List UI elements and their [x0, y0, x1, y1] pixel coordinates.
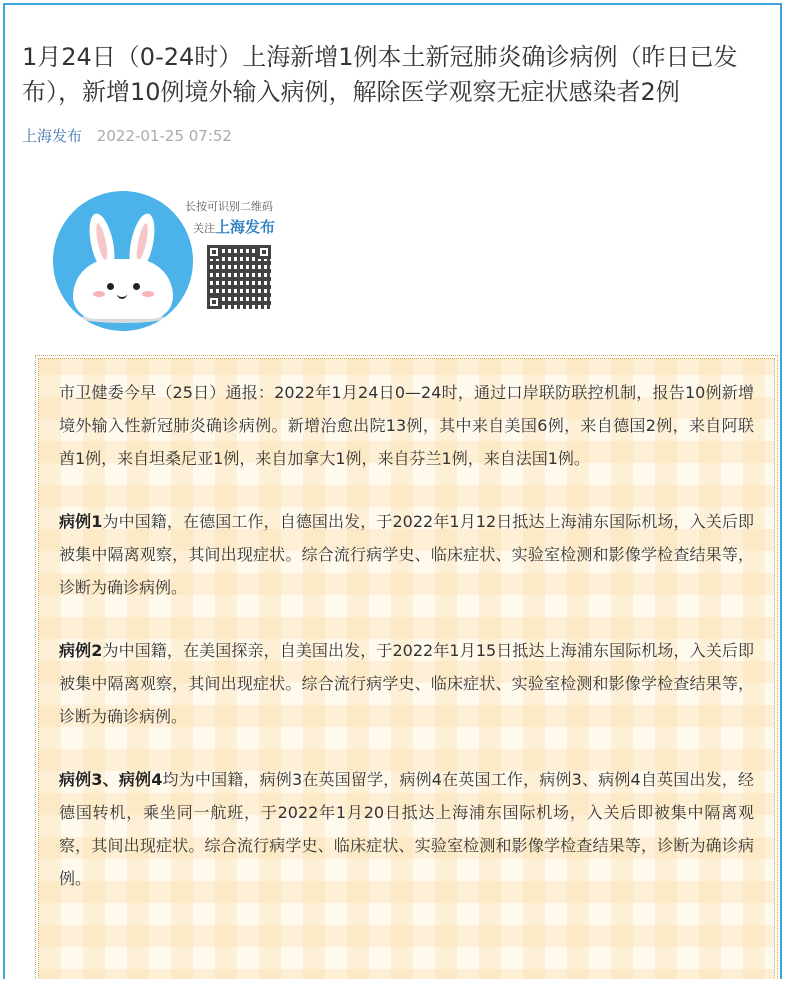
- article-meta: [22, 126, 232, 146]
- qr-follow-text: [193, 218, 275, 238]
- paragraph-text: 均为中国籍，病例3在英国留学，病例4在英国工作，病例3、病例4自英国出发，经德国转机，乘坐同一航班，于2022年1月20日抵达上海浦东国际机场，入关后即被集中隔离观察，其间出现症状。综合流行病学史、临床症状、实验室检测和影像学检查结果等，诊断为确诊病例。: [59, 770, 754, 888]
- article-title: 1月24日（0-24时）上海新增1例本土新冠肺炎确诊病例（昨日已发布），新增10例境外输入病例，解除医学观察无症状感染者2例: [22, 43, 738, 106]
- paragraph-case-3-4: [59, 763, 754, 895]
- paragraph-case-2: [59, 634, 754, 733]
- paragraph-lead: 病例3、病例4: [59, 770, 163, 789]
- qr-hint-text: 长按可识别二维码: [185, 200, 273, 213]
- paragraph-text: 为中国籍，在德国工作，自德国出发，于2022年1月12日抵达上海浦东国际机场，入关后即被集中隔离观察，其间出现症状。综合流行病学史、临床症状、实验室检测和影像学检查结果等，诊断为确诊病例。: [59, 512, 754, 597]
- paragraph-case-1: [59, 505, 754, 604]
- article-frame: [3, 3, 782, 979]
- article-source-link[interactable]: 上海发布: [22, 127, 83, 145]
- paragraph-lead: 病例2: [59, 641, 103, 660]
- qr-follow-banner[interactable]: [53, 191, 293, 331]
- paragraph-lead: 病例1: [59, 512, 103, 531]
- article-content: [38, 358, 775, 979]
- article-content-box: [35, 355, 778, 979]
- qr-follow-prefix: 关注: [193, 222, 215, 235]
- qr-code-icon[interactable]: [207, 245, 271, 309]
- qr-follow-brand: 上海发布: [215, 218, 276, 236]
- bunny-mascot-icon: [53, 191, 193, 331]
- article-date: 2022-01-25 07:52: [96, 127, 232, 145]
- paragraph-text: 为中国籍，在美国探亲，自美国出发，于2022年1月15日抵达上海浦东国际机场，入关后即被集中隔离观察，其间出现症状。综合流行病学史、临床症状、实验室检测和影像学检查结果等，诊断为确诊病例。: [59, 641, 754, 726]
- paragraph-summary: [59, 376, 754, 475]
- paragraph-text: 市卫健委今早（25日）通报：2022年1月24日0—24时，通过口岸联防联控机制，报告10例新增境外输入性新冠肺炎确诊病例。新增治愈出院13例，其中来自美国6例，来自德国2例，来自阿联酋1例，来自坦桑尼亚1例，来自加拿大1例，来自芬兰1例，来自法国1例。: [59, 383, 754, 468]
